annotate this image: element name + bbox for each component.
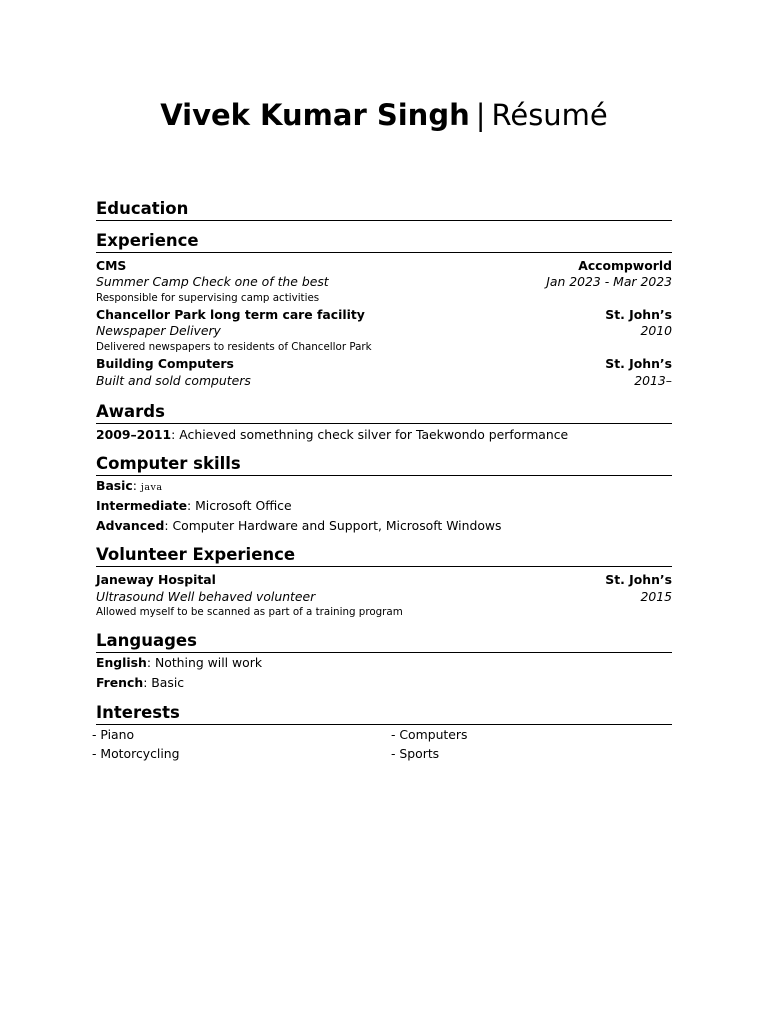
experience-location: Accompworld [578,258,672,273]
section-awards-heading: Awards [96,402,672,424]
volunteer-dates: 2015 [640,589,672,604]
interest-item: - Motorcycling [92,746,180,761]
experience-description: Delivered newspapers to residents of Chancellor Park [96,341,372,353]
section-interests-heading: Interests [96,703,672,725]
skill-value: java [140,482,163,493]
interest-item: - Piano [92,727,135,742]
experience-org: Chancellor Park long term care facility [96,307,365,322]
experience-location: St. John’s [605,356,672,371]
section-experience-heading: Experience [96,231,672,253]
award-text: : Achieved somethning check silver for Taekwondo performance [171,427,569,442]
page-title [96,96,672,134]
section-languages-heading: Languages [96,631,672,653]
experience-org: CMS [96,258,127,273]
experience-location: St. John’s [605,307,672,322]
section-volunteer-heading: Volunteer Experience [96,545,672,567]
skill-level: Intermediate [96,498,187,513]
language-name: English [96,655,147,670]
volunteer-org: Janeway Hospital [96,572,216,587]
interest-item: - Sports [391,746,440,761]
skill-text: : Microsoft Office [187,498,292,513]
skill-level: Basic [96,478,133,493]
experience-role: Built and sold computers [96,373,251,388]
experience-description: Responsible for supervising camp activities [96,292,320,304]
skill-separator: : [132,478,141,493]
skill-text: : Computer Hardware and Support, Microsoft Windows [164,518,502,533]
experience-dates: 2010 [640,323,672,338]
experience-dates: Jan 2023 - Mar 2023 [546,274,672,289]
volunteer-location: St. John’s [605,572,672,587]
section-computer-skills-heading: Computer skills [96,454,672,476]
language-text: : Nothing will work [146,655,263,670]
title-separator: | [475,98,486,132]
language-name: French [96,675,144,690]
experience-org: Building Computers [96,356,234,371]
resume-name: Vivek Kumar Singh [160,98,470,132]
interest-item: - Computers [391,727,468,742]
experience-role: Newspaper Delivery [96,323,221,338]
skill-level: Advanced [96,518,165,533]
volunteer-role: Ultrasound Well behaved volunteer [96,589,316,604]
resume-doc-title: Résumé [491,98,608,132]
experience-dates: 2013– [634,373,672,388]
language-text: : Basic [143,675,185,690]
award-years: 2009–2011 [96,427,172,442]
volunteer-description: Allowed myself to be scanned as part of a training program [96,606,403,618]
section-education-heading: Education [96,199,672,221]
experience-role: Summer Camp Check one of the best [96,274,329,289]
